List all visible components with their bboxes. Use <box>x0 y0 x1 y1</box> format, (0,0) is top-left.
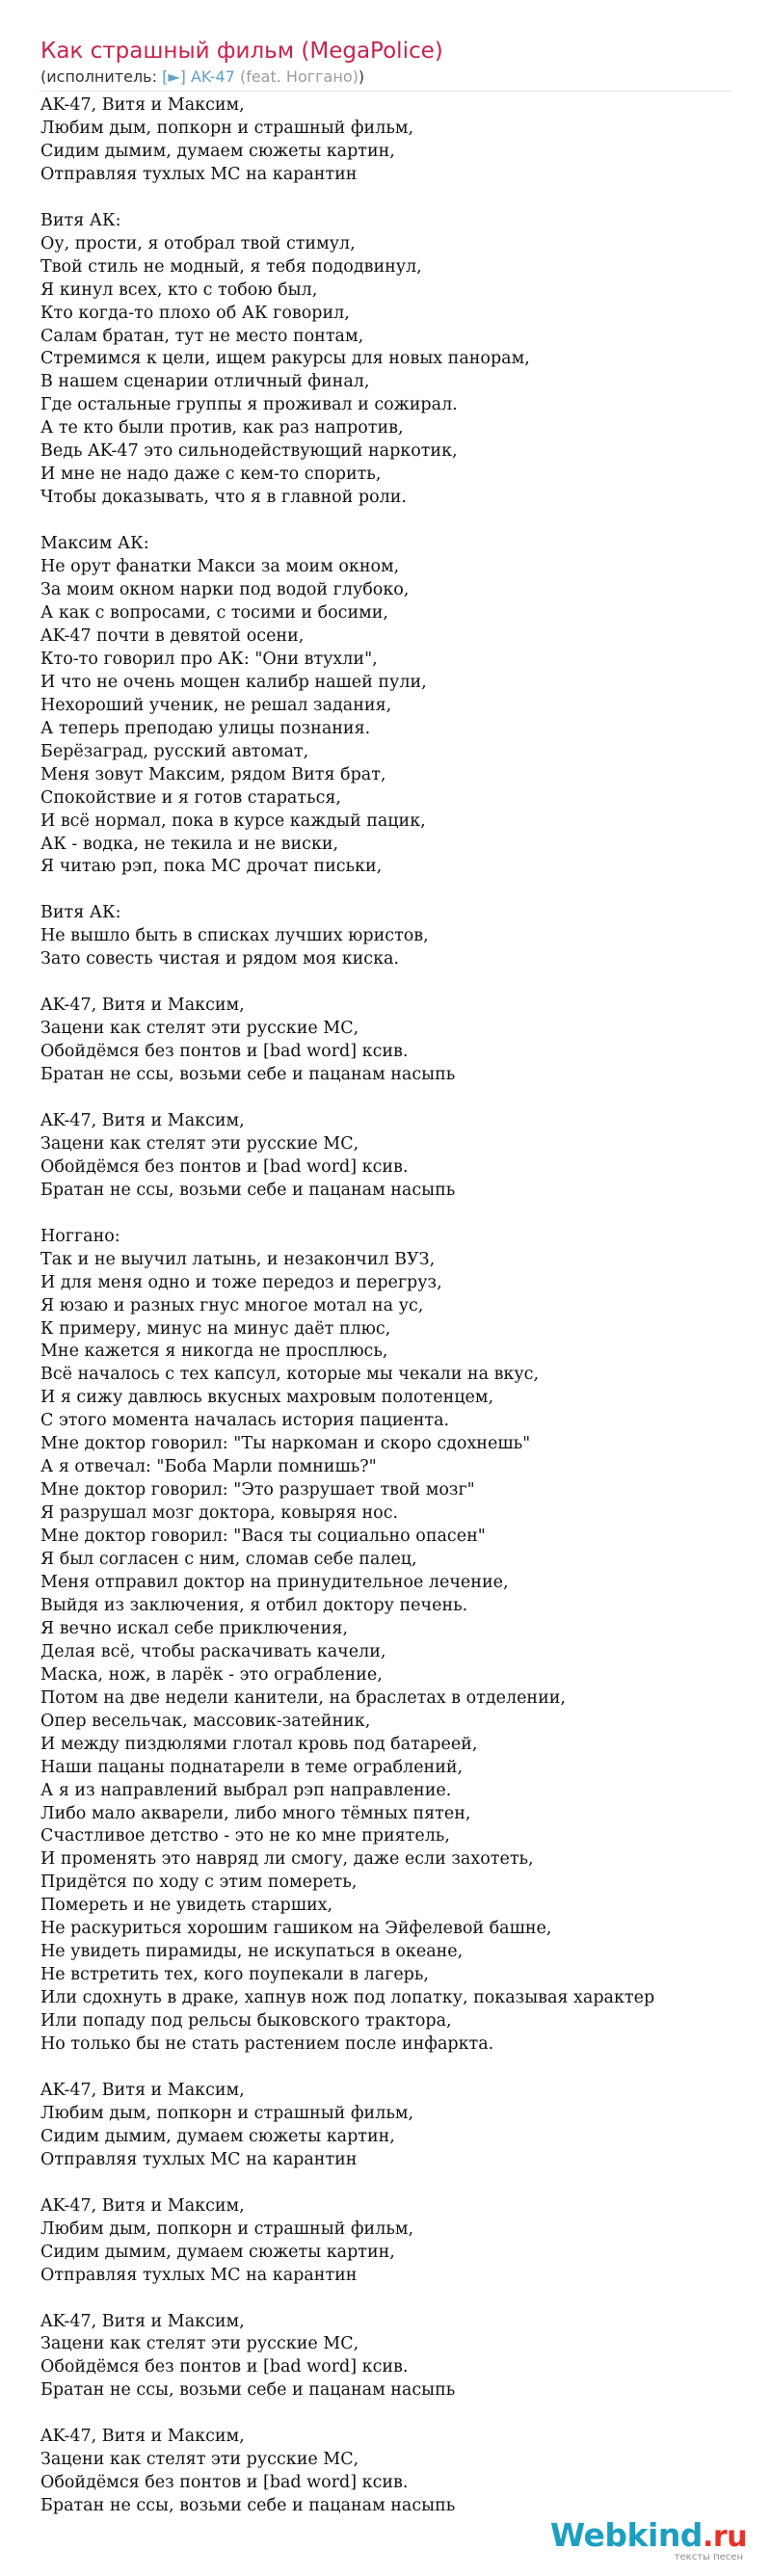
lyrics-line: Любим дым, попкорн и страшный фильм, <box>40 118 414 138</box>
lyrics-line: Опер весельчак, массовик-затейник, <box>40 1711 371 1731</box>
lyrics-line: Обойдёмся без понтов и [bad word] ксив. <box>40 1042 409 1062</box>
song-title: Как страшный фильм (MegaPolice) <box>40 39 443 64</box>
lyrics-line: АК - водка, не текила и не виски, <box>40 834 339 854</box>
lyrics-line: За моим окном нарки под водой глубоко, <box>40 580 410 600</box>
lyrics-line: AK-47, Витя и Максим, <box>40 2311 245 2331</box>
lyrics-line: AK-47, Витя и Максим, <box>40 95 245 115</box>
logo-brand: Webkind <box>549 2516 703 2554</box>
lyrics-line: Счастливое детство - это не ко мне приятель, <box>40 1826 450 1846</box>
lyrics-line: И всё нормал, пока в курсе каждый пацик, <box>40 810 426 831</box>
lyrics-text <box>40 94 744 2518</box>
site-logo[interactable] <box>550 2517 747 2563</box>
lyrics-line: Меня отправил доктор на принудительное лечение, <box>40 1573 509 1592</box>
lyrics-line: Зацени как стелят эти русские МС, <box>40 2334 359 2354</box>
performer-suffix: ) <box>358 67 365 86</box>
lyrics-line: Нехороший ученик, не решал задания, <box>40 695 392 715</box>
lyrics-line: И мне не надо даже с кем-то спорить, <box>40 465 382 485</box>
lyrics-line: Спокойствие и я готов стараться, <box>40 787 341 808</box>
lyrics-line: Помереть и не увидеть старших, <box>40 1896 333 1916</box>
play-icon[interactable]: [►] <box>162 67 186 86</box>
lyrics-line: Мне доктор говорил: "Вася ты социально опасен" <box>40 1527 486 1547</box>
lyrics-line: Стремимся к цели, ищем ракурсы для новых панорам, <box>40 349 530 369</box>
lyrics-line: Сидим дымим, думаем сюжеты картин, <box>40 2242 395 2262</box>
lyrics-line: Мне доктор говорил: "Это разрушает твой мозг" <box>40 1480 475 1500</box>
lyrics-line: AK-47 почти в девятой осени, <box>40 625 305 646</box>
lyrics-line: Потом на две недели канители, на браслетах в отделении, <box>40 1687 566 1708</box>
lyrics-line: Салам братан, тут не место понтам, <box>40 326 364 346</box>
lyrics-line: Оу, прости, я отобрал твой стимул, <box>40 233 356 253</box>
lyrics-line: А как с вопросами, с тосими и босими, <box>40 602 388 623</box>
lyrics-line: Не орут фанатки Макси за моим окном, <box>40 557 400 577</box>
lyrics-line: Либо мало акварели, либо много тёмных пятен, <box>40 1803 471 1823</box>
lyrics-line: И я сижу давлюсь вкусных махровым полотенцем, <box>40 1388 494 1408</box>
lyrics-line: Отправляя тухлых МС на карантин <box>40 2149 358 2169</box>
lyrics-line: Сидим дымим, думаем сюжеты картин, <box>40 141 395 161</box>
lyrics-line: Зато совесть чистая и рядом моя киска. <box>40 949 400 969</box>
logo-tld: .ru <box>702 2520 747 2554</box>
performer-prefix: (исполнитель: <box>40 67 163 86</box>
lyrics-line: Берёзаград, русский автомат, <box>40 741 309 761</box>
lyrics-line: А теперь преподаю улицы познания. <box>40 718 371 738</box>
lyrics-line: Обойдёмся без понтов и [bad word] ксив. <box>40 1156 409 1177</box>
lyrics-line: Братан не ссы, возьми себе и пацанам насыпь <box>40 1065 456 1085</box>
lyrics-line: Любим дым, попкорн и страшный фильм, <box>40 2218 414 2239</box>
lyrics-line: Меня зовут Максим, рядом Витя брат, <box>40 764 386 784</box>
lyrics-line: Всё началось с тех капсул, которые мы чекали на вкус, <box>40 1365 540 1385</box>
lyrics-line: Ноггано: <box>40 1226 120 1246</box>
lyrics-line: Я читаю рэп, пока МС дрочат письки, <box>40 857 383 877</box>
lyrics-line: И для меня одно и тоже передоз и перегруз, <box>40 1272 442 1292</box>
lyrics-line: Я кинул всех, кто с тобою был, <box>40 279 318 300</box>
lyrics-line: Выйдя из заключения, я отбил доктору печень. <box>40 1595 468 1615</box>
lyrics-line: А я отвечал: "Боба Марли помнишь?" <box>40 1457 377 1477</box>
lyrics-line: Или попаду под рельсы быковского трактора, <box>40 2011 452 2032</box>
lyrics-line: Любим дым, попкорн и страшный фильм, <box>40 2103 414 2123</box>
lyrics-line: Отправляя тухлых МС на карантин <box>40 2265 358 2285</box>
logo-tagline: тексты песен <box>674 2552 743 2563</box>
artist-link[interactable]: AK-47 <box>190 67 235 86</box>
lyrics-line: Кто-то говорил про АК: "Они втухли", <box>40 649 378 669</box>
lyrics-line: Обойдёмся без понтов и [bad word] ксив. <box>40 2357 409 2377</box>
lyrics-line: Зацени как стелят эти русские МС, <box>40 1133 359 1154</box>
lyrics-line: А я из направлений выбрал рэп направление. <box>40 1780 452 1800</box>
featured-artist: (feat. Ноггано) <box>239 67 359 86</box>
lyrics-line: А те кто были против, как раз напротив, <box>40 418 404 438</box>
lyrics-line: Максим АК: <box>40 534 149 554</box>
lyrics-line: Где остальные группы я проживал и сожирал. <box>40 395 458 415</box>
lyrics-line: AK-47, Витя и Максим, <box>40 2427 245 2447</box>
lyrics-line: Так и не выучил латынь, и незакончил ВУЗ, <box>40 1249 436 1269</box>
lyrics-line: Я был согласен с ним, сломав себе палец, <box>40 1550 417 1570</box>
lyrics-line: Ведь AK-47 это сильнодействующий наркотик, <box>40 441 458 462</box>
lyrics-line: Не раскуриться хорошим гашиком на Эйфелевой башне, <box>40 1919 552 1939</box>
lyrics-line: Я разрушал мозг доктора, ковыряя нос. <box>40 1503 399 1524</box>
logo-wordmark <box>550 2517 747 2556</box>
lyrics-line: И между пиздюлями глотал кровь под батареей, <box>40 1734 478 1754</box>
lyrics-line: Зацени как стелят эти русские МС, <box>40 2450 359 2470</box>
lyrics-line: Я вечно искал себе приключения, <box>40 1618 349 1638</box>
lyrics-line: Твой стиль не модный, я тебя пододвинул, <box>40 256 422 277</box>
lyrics-line: В нашем сценарии отличный финал, <box>40 372 370 392</box>
lyrics-line: Не увидеть пирамиды, не искупаться в океане, <box>40 1942 464 1962</box>
performer-line <box>40 67 364 86</box>
lyrics-line: AK-47, Витя и Максим, <box>40 1110 245 1130</box>
lyrics-line: Не вышло быть в списках лучших юристов, <box>40 926 429 946</box>
lyrics-line: К примеру, минус на минус даёт плюс, <box>40 1318 391 1339</box>
lyrics-line: Делая всё, чтобы раскачивать качели, <box>40 1641 386 1661</box>
lyrics-line: И что не очень мощен калибр нашей пули, <box>40 672 427 692</box>
lyrics-line: Зацени как стелят эти русские МС, <box>40 1019 359 1039</box>
lyrics-line: Я юзаю и разных гнус многое мотал на ус, <box>40 1295 424 1315</box>
lyrics-line: Братан не ссы, возьми себе и пацанам насыпь <box>40 2380 456 2401</box>
lyrics-line: Придётся по ходу с этим помереть, <box>40 1872 358 1893</box>
lyrics-line: Братан не ссы, возьми себе и пацанам насыпь <box>40 2496 456 2516</box>
lyrics-line: Мне доктор говорил: "Ты наркоман и скоро сдохнешь" <box>40 1434 531 1454</box>
lyrics-line: И променять это навряд ли смогу, даже если захотеть, <box>40 1849 534 1870</box>
lyrics-line: Обойдёмся без понтов и [bad word] ксив. <box>40 2473 409 2493</box>
lyrics-line: Сидим дымим, думаем сюжеты картин, <box>40 2126 395 2146</box>
lyrics-line: Но только бы не стать растением после инфаркта. <box>40 2034 494 2055</box>
lyrics-line: AK-47, Витя и Максим, <box>40 2195 245 2216</box>
lyrics-line: Витя АК: <box>40 903 121 923</box>
lyrics-line: Маска, нож, в ларёк - это ограбление, <box>40 1664 383 1685</box>
lyrics-line: Витя АК: <box>40 210 121 230</box>
lyrics-line: С этого момента началась история пациента. <box>40 1411 450 1431</box>
title-divider <box>39 91 732 92</box>
lyrics-line: Кто когда-то плохо об АК говорил, <box>40 303 350 323</box>
lyrics-line: Братан не ссы, возьми себе и пацанам насыпь <box>40 1180 456 1200</box>
lyrics-line: AK-47, Витя и Максим, <box>40 996 245 1016</box>
lyrics-line: Не встретить тех, кого поупекали в лагерь, <box>40 1965 429 1985</box>
lyrics-line: Наши пацаны поднатарели в теме ограблений, <box>40 1757 464 1777</box>
lyrics-line: Мне кажется я никогда не просплюсь, <box>40 1341 388 1362</box>
lyrics-line: Или сдохнуть в драке, хапнув нож под лопатку, показывая характер <box>40 1988 655 2008</box>
lyrics-line: Чтобы доказывать, что я в главной роли. <box>40 488 407 508</box>
lyrics-line: AK-47, Витя и Максим, <box>40 2080 245 2100</box>
lyrics-line: Отправляя тухлых МС на карантин <box>40 164 358 184</box>
